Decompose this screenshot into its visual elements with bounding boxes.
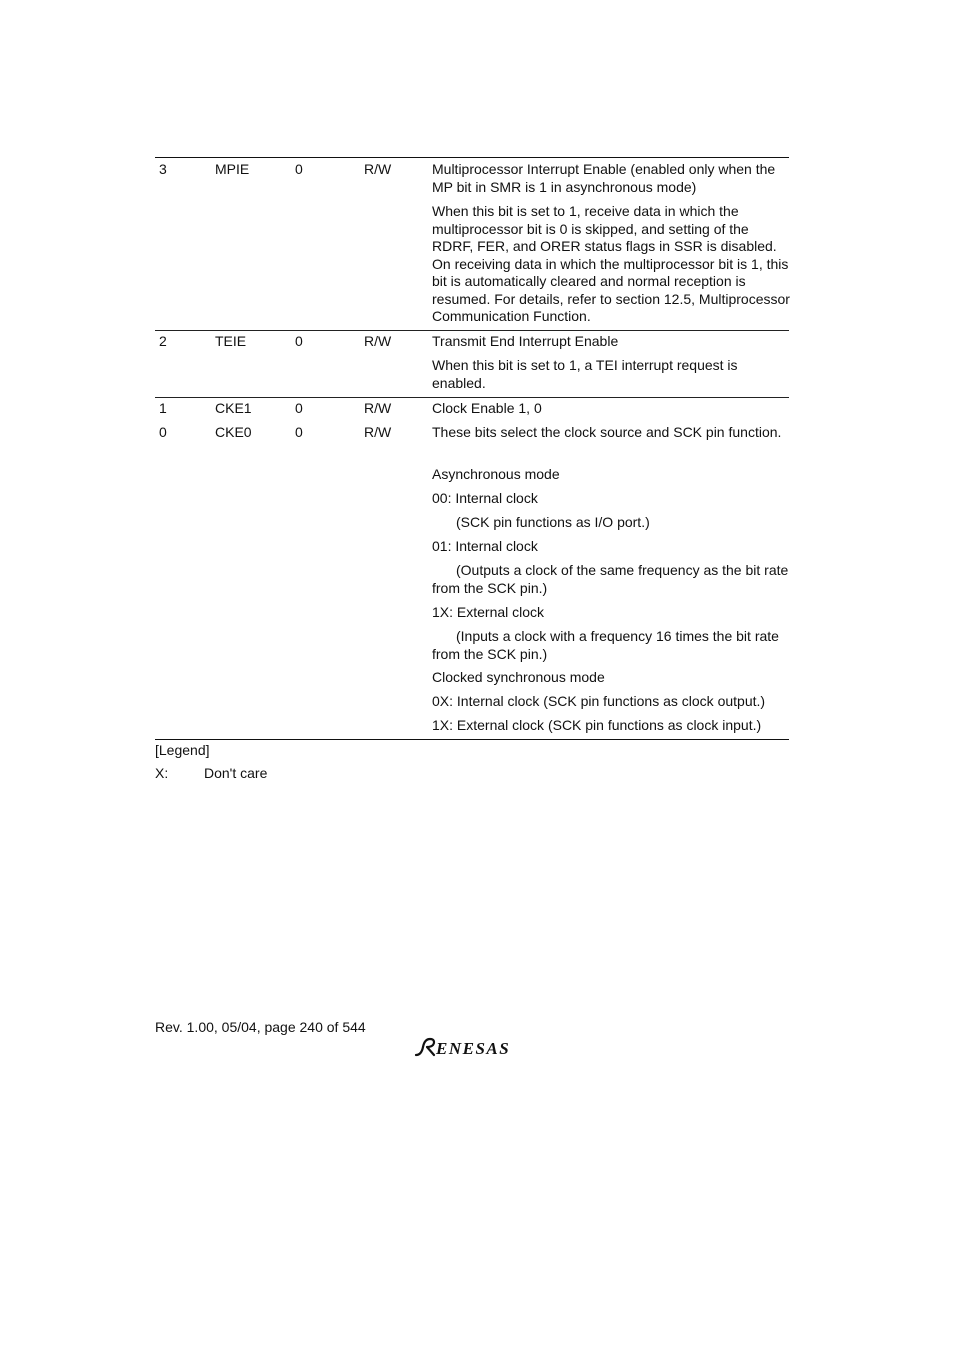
setting-note: (Inputs a clock with a frequency 16 times the bit rate from the SCK pin.)	[432, 628, 779, 662]
description-title: Clock Enable 1, 0	[432, 400, 542, 416]
read-write: R/W	[364, 161, 392, 177]
svg-text:ENESAS: ENESAS	[436, 1039, 511, 1058]
bit-name: TEIE	[215, 333, 247, 349]
bit-number: 1	[159, 400, 167, 416]
initial-value: 0	[295, 400, 303, 416]
setting-label: 0X: Internal clock (SCK pin functions as clock output.)	[432, 693, 766, 709]
setting-label: 01: Internal clock	[432, 538, 538, 554]
renesas-logo	[414, 1036, 536, 1063]
initial-value: 0	[295, 333, 303, 349]
description-text: These bits select the clock source and SCK pin function.	[432, 424, 782, 440]
description-title: Multiprocessor Interrupt Enable (enabled only when the MP bit in SMR is 1 in asynchronous mode)	[432, 161, 776, 195]
bit-name: CKE1	[215, 400, 252, 416]
setting-note: (SCK pin functions as I/O port.)	[456, 514, 650, 530]
legend-title: [Legend]	[155, 742, 210, 758]
setting-label: 00: Internal clock	[432, 490, 538, 506]
legend-meaning: Don't care	[204, 765, 268, 781]
row-divider	[155, 397, 789, 398]
read-write: R/W	[364, 424, 392, 440]
mode-heading: Clocked synchronous mode	[432, 669, 605, 685]
description-text: When this bit is set to 1, receive data in which the multiprocessor bit is 0 is skipped, and setting of the RDRF, FER, and ORER status flags in SSR is disabled. On receiving data in which the multiprocessor bit is 1, this bit is automatically cleared and normal reception is resumed. For details, refer to section 12.5, Multiprocessor Communication Function.	[432, 203, 790, 324]
row-divider	[155, 330, 789, 331]
table-bottom-rule	[155, 739, 789, 740]
setting-label: 1X: External clock	[432, 604, 545, 620]
setting-note: (Outputs a clock of the same frequency as the bit rate from the SCK pin.)	[432, 562, 789, 596]
bit-name: MPIE	[215, 161, 250, 177]
description-text: When this bit is set to 1, a TEI interrupt request is enabled.	[432, 357, 738, 391]
page-info: Rev. 1.00, 05/04, page 240 of 544	[155, 1019, 366, 1035]
description-title: Transmit End Interrupt Enable	[432, 333, 619, 349]
bit-name: CKE0	[215, 424, 252, 440]
bit-number: 0	[159, 424, 167, 440]
legend-key: X:	[155, 765, 169, 781]
initial-value: 0	[295, 424, 303, 440]
bit-number: 3	[159, 161, 167, 177]
setting-label: 1X: External clock (SCK pin functions as clock input.)	[432, 717, 762, 733]
initial-value: 0	[295, 161, 303, 177]
read-write: R/W	[364, 400, 392, 416]
mode-heading: Asynchronous mode	[432, 466, 560, 482]
table-top-rule	[155, 157, 789, 158]
read-write: R/W	[364, 333, 392, 349]
bit-number: 2	[159, 333, 167, 349]
